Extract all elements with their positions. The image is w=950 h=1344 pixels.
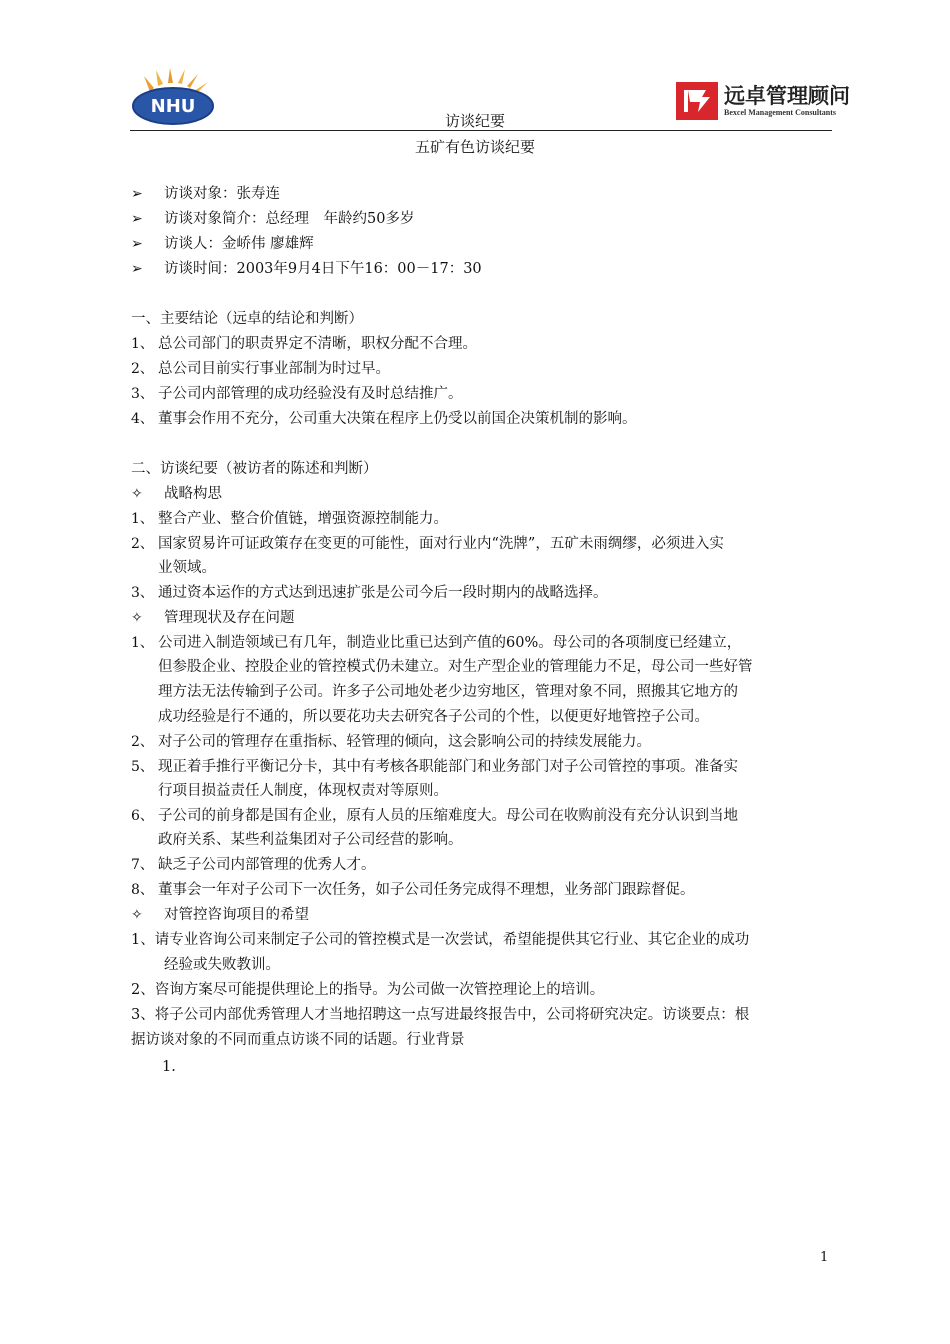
list-item: 现正着手推行平衡记分卡，其中有考核各职能部门和业务部门对子公司管控的事项。准备实 — [158, 759, 738, 775]
bullet-arrow-icon: ➢ — [131, 186, 143, 202]
list-item-continuation: 经验或失败教训。 — [164, 957, 280, 973]
list-item-continuation: 据访谈对象的不同而重点访谈不同的话题。行业背景 — [131, 1032, 465, 1048]
list-item-continuation: 政府关系、某些利益集团对子公司经营的影响。 — [158, 832, 463, 848]
list-item: 国家贸易许可证政策存在变更的可能性，面对行业内“洗牌”，五矿未雨绸缪，必须进入实 — [158, 536, 724, 552]
list-item-continuation: 成功经验是行不通的，所以要花功夫去研究各子公司的个性，以便更好地管控子公司。 — [158, 709, 709, 725]
bullet-arrow-icon: ➢ — [131, 261, 143, 277]
list-number: 7、 — [131, 857, 154, 873]
list-item-continuation: 理方法无法传输到子公司。许多子公司地处老少边穷地区，管理对象不同，照搬其它地方的 — [158, 684, 738, 700]
list-item: 总公司部门的职责界定不清晰，职权分配不合理。 — [158, 336, 477, 352]
info-item: 访谈对象：张寿连 — [164, 186, 280, 202]
page-number: 1 — [820, 1250, 829, 1265]
list-number: 1、 — [131, 336, 154, 352]
list-number: 8、 — [131, 882, 154, 898]
list-item: 通过资本运作的方式达到迅速扩张是公司今后一段时期内的战略选择。 — [158, 585, 608, 601]
svg-text:NHU: NHU — [150, 96, 196, 117]
diamond-bullet-icon: ✧ — [131, 610, 143, 626]
subsection-title-strategy: 战略构思 — [164, 486, 222, 502]
header-title: 访谈纪要 — [444, 112, 505, 130]
info-item: 访谈时间：2003年9月4日下午16：00－17：30 — [164, 261, 482, 277]
list-item: 子公司的前身都是国有企业，原有人员的压缩难度大。母公司在收购前没有充分认识到当地 — [158, 808, 738, 824]
bexcel-logo-cn: 远卓管理顾问 — [724, 84, 850, 108]
list-number: 3、 — [131, 585, 154, 601]
list-item-continuation: 业领域。 — [158, 560, 216, 576]
list-item-continuation: 行项目损益责任人制度，体现权责对等原则。 — [158, 783, 448, 799]
diamond-bullet-icon: ✧ — [131, 907, 143, 923]
subsection-title-management: 管理现状及存在问题 — [164, 610, 295, 626]
list-item: 公司进入制造领域已有几年，制造业比重已达到产值的60%。母公司的各项制度已经建立， — [158, 635, 742, 651]
list-item: 1、请专业咨询公司来制定子公司的管控模式是一次尝试，希望能提供其它行业、其它企业的成功 — [131, 932, 750, 948]
list-number: 6、 — [131, 808, 154, 824]
list-item: 董事会作用不充分，公司重大决策在程序上仍受以前国企决策机制的影响。 — [158, 411, 637, 427]
list-number: 3、 — [131, 386, 154, 402]
list-item: 整合产业、整合价值链，增强资源控制能力。 — [158, 511, 448, 527]
list-item: 3、将子公司内部优秀管理人才当地招聘这一点写进最终报告中，公司将研究决定。访谈要点：根 — [131, 1007, 750, 1023]
list-number: 2、 — [131, 361, 154, 377]
bullet-arrow-icon: ➢ — [131, 211, 143, 227]
list-item: 总公司目前实行事业部制为时过早。 — [158, 361, 390, 377]
list-item: 子公司内部管理的成功经验没有及时总结推广。 — [158, 386, 463, 402]
trailing-list-number: 1. — [162, 1059, 176, 1075]
list-item: 董事会一年对子公司下一次任务，如子公司任务完成得不理想，业务部门跟踪督促。 — [158, 882, 695, 898]
list-item-continuation: 但参股企业、控股企业的管控模式仍未建立。对生产型企业的管理能力不足，母公司一些好管 — [158, 659, 753, 675]
document-title: 五矿有色访谈纪要 — [414, 138, 535, 156]
list-item: 2、咨询方案尽可能提供理论上的指导。为公司做一次管控理论上的培训。 — [131, 982, 605, 998]
list-item: 对子公司的管理存在重指标、轻管理的倾向，这会影响公司的持续发展能力。 — [158, 734, 651, 750]
bullet-arrow-icon: ➢ — [131, 236, 143, 252]
list-number: 2、 — [131, 734, 154, 750]
list-number: 5、 — [131, 759, 154, 775]
section-2-heading: 二、访谈纪要（被访者的陈述和判断） — [131, 461, 378, 477]
header-divider — [130, 130, 832, 131]
bexcel-logo-en: Bexcel Management Consultants — [724, 108, 836, 117]
list-item: 缺乏子公司内部管理的优秀人才。 — [158, 857, 376, 873]
list-number: 1、 — [131, 635, 154, 651]
diamond-bullet-icon: ✧ — [131, 486, 143, 502]
info-item: 访谈对象简介：总经理 年龄约50多岁 — [164, 211, 415, 227]
list-number: 1、 — [131, 511, 154, 527]
info-item: 访谈人：金峤伟 廖雄辉 — [164, 236, 314, 252]
list-number: 2、 — [131, 536, 154, 552]
list-number: 4、 — [131, 411, 154, 427]
subsection-title-hopes: 对管控咨询项目的希望 — [164, 907, 309, 923]
section-1-heading: 一、主要结论（远卓的结论和判断） — [131, 311, 363, 327]
